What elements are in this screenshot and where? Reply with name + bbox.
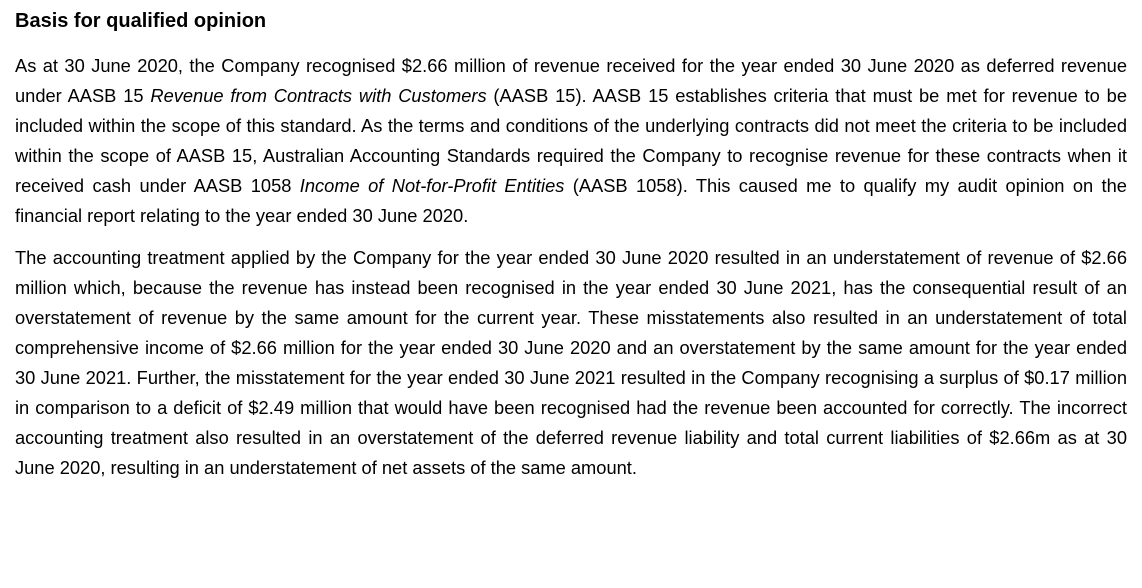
standard-title-aasb-1058: Income of Not-for-Profit Entities xyxy=(299,175,565,197)
standard-title-aasb-15: Revenue from Contracts with Customers xyxy=(150,85,487,107)
paragraph-1 xyxy=(15,51,1127,232)
paragraph-2: The accounting treatment applied by the Company for the year ended 30 June 2020 resulted in an understatement of revenue of $2.66 million which, because the revenue has instead been recognised in the year ended 30 June 2021, has the consequential result of an overstatement of revenue by the same amount for the current year. These misstatements also resulted in an understatement of total comprehensive income of $2.66 million for the year ended 30 June 2020 and an overstatement by the same amount for the year ended 30 June 2021. Further, the misstatement for the year ended 30 June 2021 resulted in the Company recognising a surplus of $0.17 million in comparison to a deficit of $2.49 million that would have been recognised had the revenue been accounted for correctly. The incorrect accounting treatment also resulted in an overstatement of the deferred revenue liability and total current liabilities of $2.66m as at 30 June 2020, resulting in an understatement of net assets of the same amount. xyxy=(15,246,1127,479)
paragraph-1-text-c: (AASB 1058). This caused me to qualify my audit opinion on the financial report relating to the year ended 30 June 2020. xyxy=(15,175,1127,227)
section-heading: Basis for qualified opinion xyxy=(15,10,267,32)
paragraph-1-text-a: As at 30 June 2020, the Company recognised $2.66 million of revenue received for the year ended 30 June 2020 as deferred revenue under AASB 15 xyxy=(15,55,1127,107)
paragraph-1-text-b: (AASB 15). AASB 15 establishes criteria that must be met for revenue to be included within the scope of this standard. As the terms and conditions of the underlying contracts did not meet the criteria to be included within the scope of AASB 15, Australian Accounting Standards required the Company to recognise revenue for these contracts when it received cash under AASB 1058 xyxy=(15,85,1127,197)
document-page xyxy=(15,7,1127,483)
